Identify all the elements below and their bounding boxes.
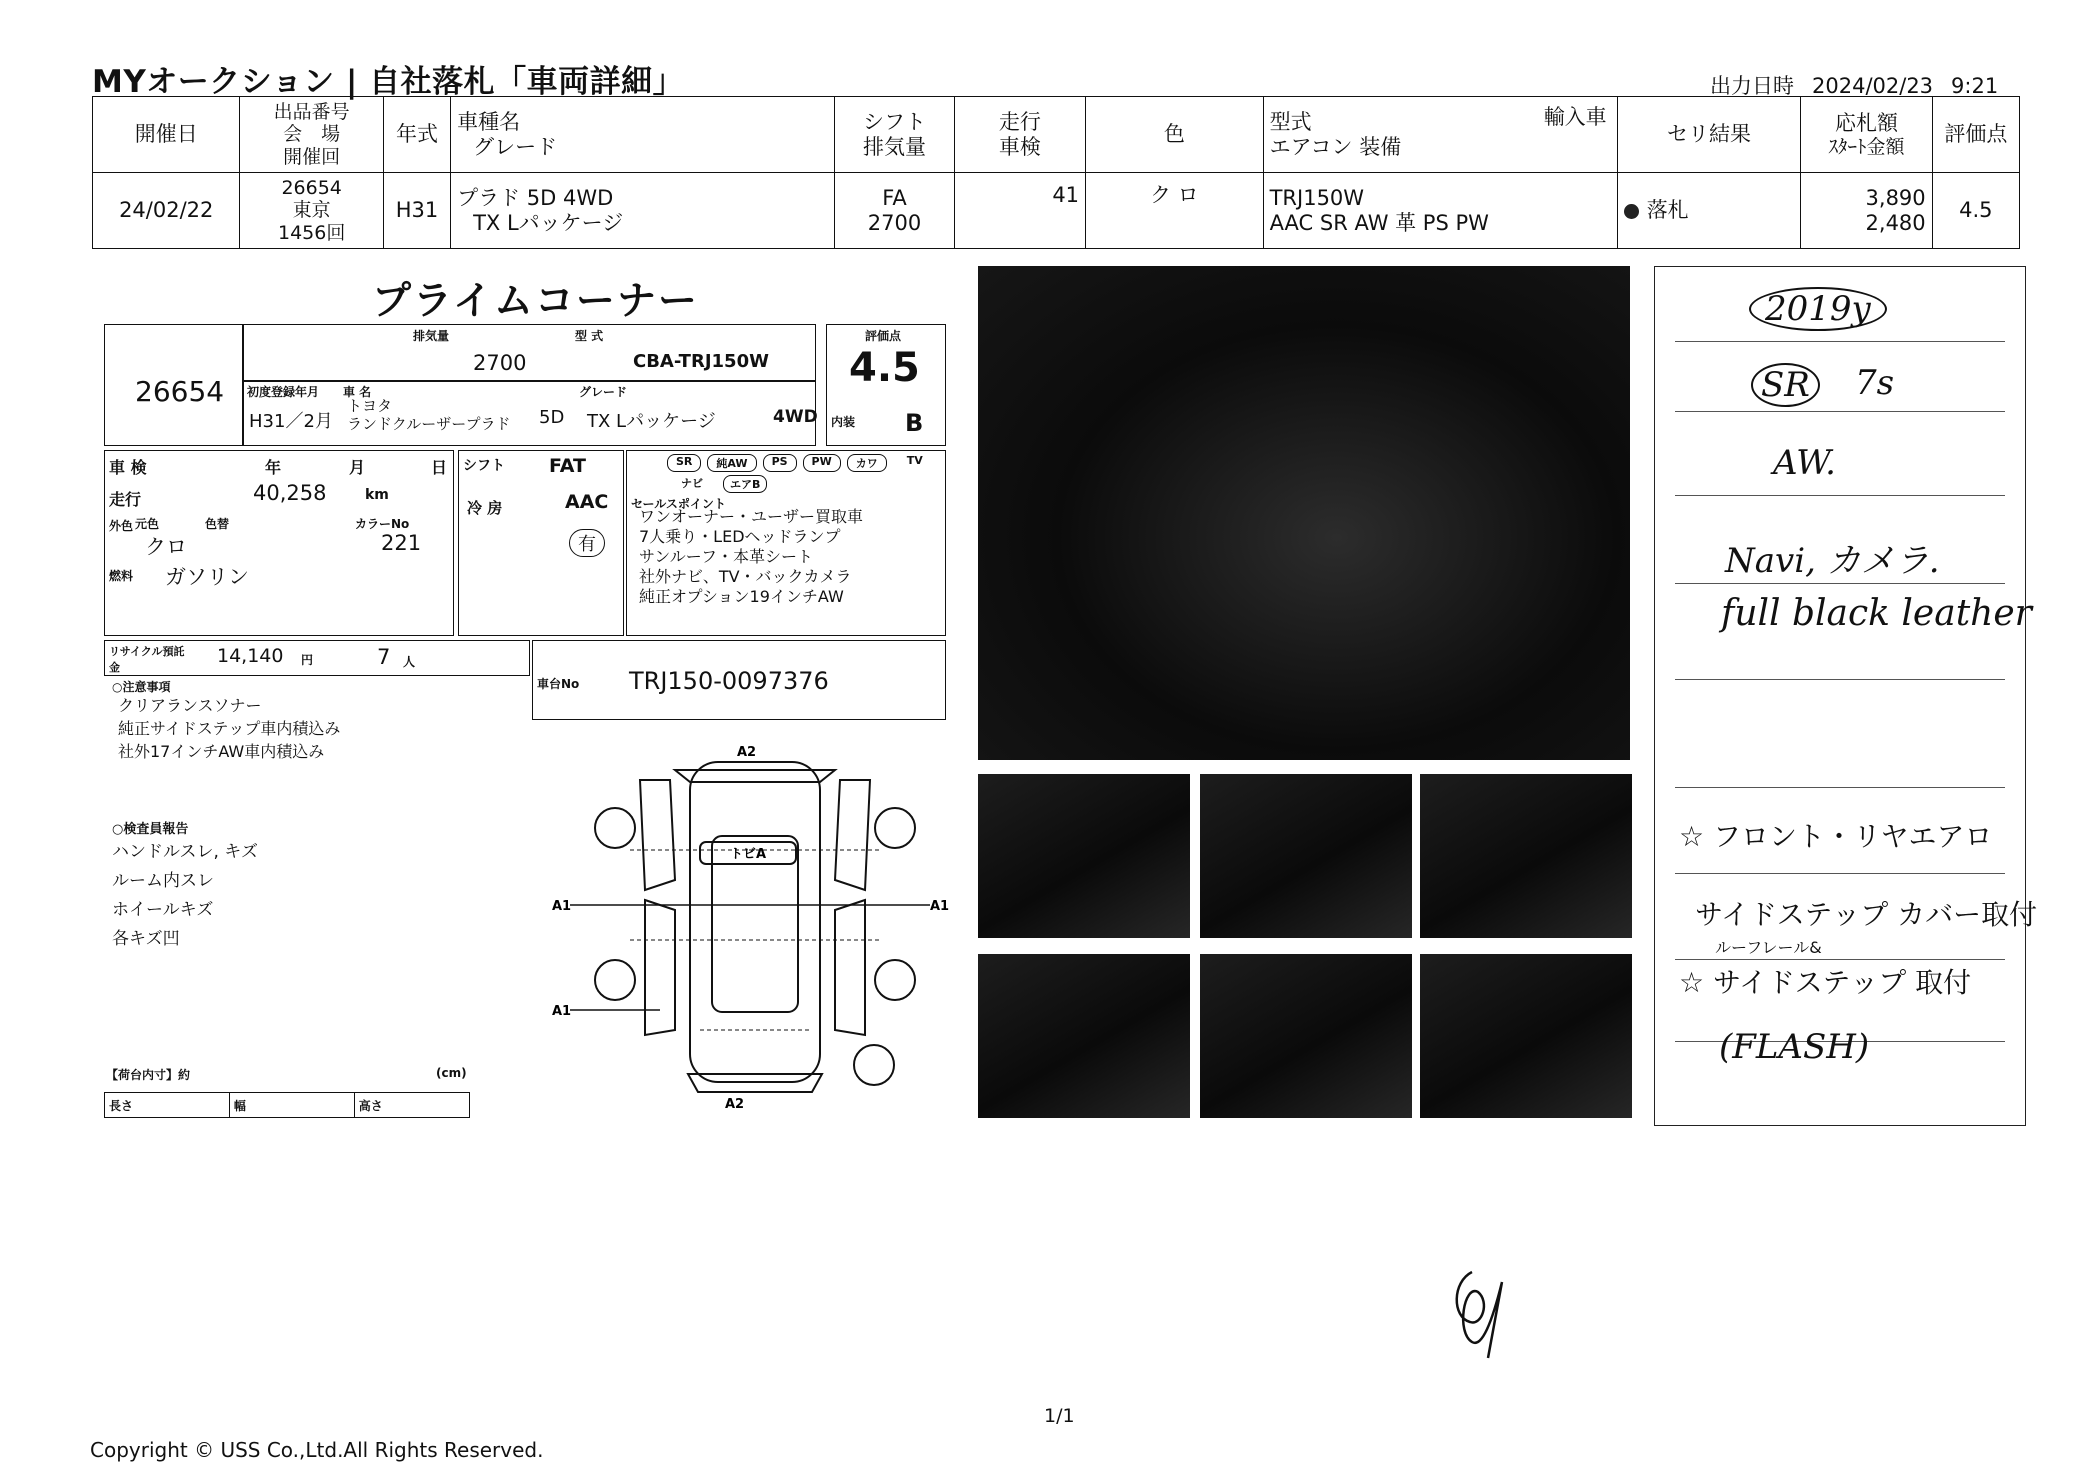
vehicle-photo-thumb[interactable] (978, 774, 1190, 938)
option-tv: TV (906, 454, 923, 467)
caution-list (118, 694, 340, 763)
chassis-box (532, 640, 946, 720)
right-rear-door (835, 900, 865, 1035)
sales-point: 社外ナビ、TV・バックカメラ (639, 567, 852, 586)
note-step: ☆ サイドステップ 取付 (1679, 966, 1972, 999)
note-rule (1675, 787, 2005, 788)
inspection-label: 車 検 (109, 458, 147, 477)
dim-unit: (cm) (436, 1066, 467, 1080)
spec-row-1 (242, 324, 816, 382)
col-mileage-2: 車検 (998, 134, 1041, 159)
note-seats: 7s (1855, 363, 1895, 403)
col-year: 年式 (383, 97, 450, 173)
sales-point: サンルーフ・本革シート (639, 547, 814, 566)
note-rule (1675, 495, 2005, 496)
car-body-outline (690, 762, 820, 1082)
col-score: 評価点 (1932, 97, 2019, 173)
wheel-rear-right (875, 960, 915, 1000)
main-vehicle-photo[interactable] (978, 266, 1630, 760)
row-score: 4.5 (1932, 173, 2019, 249)
row-result (1617, 173, 1801, 249)
score-label: 評価点 (865, 329, 902, 343)
col-model-2: グレード (473, 134, 558, 159)
inspector-item: ハンドルスレ, キズ (112, 842, 258, 862)
output-date: 2024/02/23 (1812, 74, 1934, 98)
left-front-door (640, 780, 675, 890)
sheet-warranty: 有 (569, 529, 605, 557)
sheet-capacity: 7 (377, 645, 391, 669)
sheet-first-reg: H31／2月 (249, 411, 333, 432)
col-shift (835, 97, 954, 173)
corner-title: プライムコーナー (372, 279, 699, 324)
color-sub-1: 元色 (135, 517, 160, 531)
note-year: 2019y (1749, 287, 1887, 331)
note-step-cover: サイドステップ カバー取付 (1695, 898, 2038, 931)
sheet-color-no: 221 (381, 531, 422, 555)
output-time: 9:21 (1951, 74, 1999, 98)
note-roof: ルーフレール& (1715, 938, 1822, 957)
note-rule (1675, 411, 2005, 412)
page-number: 1/1 (1044, 1405, 1075, 1427)
displacement-label: 排気量 (413, 329, 450, 343)
col-type (1263, 97, 1617, 173)
option-airbag: エアB (723, 475, 767, 493)
row-shift (835, 173, 954, 249)
vehicle-photo-thumb[interactable] (1200, 954, 1412, 1118)
vehicle-photo-thumb[interactable] (978, 954, 1190, 1118)
lot-box (104, 324, 244, 446)
color-no-label: カラーNo (355, 517, 410, 531)
vehicle-photo-thumb[interactable] (1420, 774, 1632, 938)
col-import: 輸入車 (1543, 105, 1607, 129)
type-label: 型 式 (575, 329, 604, 343)
mark-a2-bottom: A2 (725, 1097, 745, 1110)
row-mileage: 41 (954, 173, 1085, 249)
spec-row-2 (242, 380, 816, 446)
col-model (451, 97, 835, 173)
options-box (626, 450, 946, 636)
summary-data-row (93, 173, 2020, 249)
inspection-box (104, 450, 454, 636)
row-lot (240, 173, 383, 249)
score-box (826, 324, 946, 446)
col-type-2: エアコン 装備 (1269, 134, 1402, 159)
row-venue: 東京 (292, 199, 331, 222)
dim-width: 幅 (230, 1093, 355, 1117)
option-sr: SR (667, 454, 701, 472)
col-lot-1: 出品番号 (273, 100, 350, 123)
note-rule (1675, 583, 2005, 584)
row-lot-no: 26654 (281, 176, 342, 199)
note-flash: (FLASH) (1719, 1027, 1870, 1067)
dim-length: 長さ (105, 1093, 230, 1117)
row-year: H31 (383, 173, 450, 249)
note-aero: ☆ フロント・リヤエアロ (1679, 820, 1993, 853)
row-bid: 3,890 (1865, 185, 1926, 210)
sheet-doors: 5D (539, 407, 565, 428)
row-equipment: AAC SR AW 革 PS PW (1269, 210, 1489, 235)
car-front-bumper (675, 770, 835, 782)
sheet-color: クロ (145, 535, 187, 559)
dim-box (104, 1092, 470, 1118)
fuel-label: 燃料 (109, 569, 134, 583)
sheet-grade: TX Lパッケージ (587, 411, 716, 432)
row-grade: TX Lパッケージ (473, 210, 624, 235)
note-rule (1675, 959, 2005, 960)
sales-label: セールスポイント (631, 497, 726, 511)
col-price-1: 応札額 (1834, 110, 1898, 135)
right-front-door (835, 780, 870, 890)
sheet-score: 4.5 (849, 345, 920, 391)
col-shift-1: シフト (862, 109, 926, 134)
left-rear-door (645, 900, 675, 1035)
col-date: 開催日 (93, 97, 240, 173)
note-aw: AW. (1773, 443, 1836, 483)
caution-item: 純正サイドステップ車内積込み (118, 719, 341, 738)
wheel-front-left (595, 808, 635, 848)
chassis-label: 車台No (537, 677, 580, 691)
recycle-unit: 円 (301, 653, 314, 667)
inspection-year: 年 (265, 458, 282, 477)
row-model-name: プラド 5D 4WD (457, 185, 614, 210)
col-model-1: 車種名 (457, 109, 521, 134)
sales-point: ワンオーナー・ユーザー買取車 (639, 507, 864, 526)
col-price-2: ｽﾀｰﾄ金額 (1828, 135, 1905, 158)
row-shift-type: FA (882, 185, 907, 210)
sales-point: 純正オプション19インチAW (639, 587, 844, 606)
row-type-code: TRJ150W (1269, 185, 1365, 210)
option-pw: PW (803, 454, 841, 472)
mark-a2-top: A2 (737, 745, 757, 760)
sheet-ac: AAC (565, 491, 609, 513)
col-type-1: 型式 (1269, 109, 1312, 134)
sheet-type: CBA-TRJ150W (633, 351, 769, 372)
sheet-shift: FAT (549, 455, 586, 477)
note-leather: full black leather (1721, 593, 2032, 634)
signature-mark (1442, 1262, 1522, 1362)
inspection-month: 月 (349, 458, 366, 477)
inspector-item: 各キズ凹 (112, 929, 180, 949)
mark-roof: トビA (730, 847, 767, 862)
inspector-item: ルーム内スレ (112, 871, 214, 891)
ac-label: 冷 房 (467, 499, 503, 517)
color-sub-2: 色替 (205, 517, 230, 531)
sheet-displacement: 2700 (473, 351, 527, 375)
inspector-item: ホイールキズ (112, 900, 214, 920)
output-label: 出力日時 (1710, 74, 1794, 98)
row-displacement: 2700 (867, 210, 922, 235)
option-leather: カワ (847, 454, 887, 472)
row-color: ク ロ (1086, 173, 1264, 249)
note-rule (1675, 873, 2005, 874)
sheet-interior: B (905, 409, 924, 437)
maker-label: 車 名 (343, 385, 372, 399)
caution-item: 社外17インチAW車内積込み (118, 742, 325, 761)
note-sr: SR (1751, 363, 1820, 407)
option-ps: PS (763, 454, 797, 472)
caution-item: クリアランスソナー (118, 696, 262, 715)
col-lot (240, 97, 383, 173)
row-start: 2,480 (1865, 210, 1926, 235)
mileage-label: 走行 (109, 490, 142, 509)
col-price (1801, 97, 1932, 173)
inspector-list (112, 838, 258, 954)
shift-box (458, 450, 624, 636)
sheet-recycle: 14,140 (217, 645, 284, 667)
row-date: 24/02/22 (93, 173, 240, 249)
row-model (451, 173, 835, 249)
row-result-text: 落札 (1646, 198, 1689, 223)
wheel-front-right (875, 808, 915, 848)
row-price (1801, 173, 1932, 249)
col-shift-2: 排気量 (862, 134, 926, 159)
option-aw: 純AW (707, 454, 756, 472)
recycle-label: リサイクル預託金 (109, 645, 185, 674)
diagram-dashed-lines (630, 850, 880, 1030)
col-mileage-1: 走行 (998, 109, 1041, 134)
mark-a1-lower: A1 (552, 1004, 572, 1019)
vehicle-photo-thumb[interactable] (1420, 954, 1632, 1118)
page-title: MYオークション | 自社落札「車両詳細」 (92, 64, 685, 100)
sheet-chassis: TRJ150-0097376 (629, 667, 829, 695)
mileage-unit: km (365, 487, 389, 503)
sheet-car-name: ランドクルーザープラド (347, 415, 511, 433)
capacity-unit: 人 (403, 655, 416, 669)
col-lot-2: 会 場 (283, 123, 341, 146)
recycle-box (104, 640, 530, 676)
inspection-day: 日 (431, 458, 448, 477)
note-navi: Navi, カメラ. (1725, 541, 1940, 581)
col-lot-3: 開催回 (283, 145, 341, 168)
wheel-rear-left (595, 960, 635, 1000)
handwritten-notes-panel (1654, 266, 2038, 1126)
col-result: セリ結果 (1617, 97, 1801, 173)
note-rule (1675, 679, 2005, 680)
mark-a1-left: A1 (552, 899, 572, 914)
car-cabin (712, 836, 798, 1012)
first-reg-label: 初度登録年月 (247, 385, 320, 399)
shift-label: シフト (463, 458, 505, 474)
sheet-fuel: ガソリン (165, 565, 249, 589)
mark-a1-right: A1 (930, 899, 950, 914)
note-rule (1675, 341, 2005, 342)
sheet-maker: トヨタ (347, 397, 393, 415)
vehicle-photo-thumb[interactable] (1200, 774, 1412, 938)
sales-points (639, 507, 863, 607)
car-damage-diagram (550, 740, 950, 1110)
sales-point: 7人乗り・LEDヘッドランプ (639, 527, 841, 546)
summary-table (92, 96, 2020, 249)
option-navi: ナビ (681, 477, 703, 490)
caution-label: ○注意事項 (112, 680, 171, 694)
sheet-lot-no: 26654 (135, 375, 225, 408)
copyright: Copyright © USS Co.,Ltd.All Rights Reserved. (90, 1438, 544, 1462)
row-type (1263, 173, 1617, 249)
options-list (667, 454, 941, 493)
col-color: 色 (1086, 97, 1264, 173)
spare-wheel (854, 1045, 894, 1085)
color-label: 外色 (109, 519, 134, 533)
inspector-label: ○検査員報告 (112, 822, 189, 837)
result-dot-icon (1624, 204, 1639, 219)
grade-label: グレード (579, 385, 628, 399)
dim-label: 【荷台内寸】約 (106, 1068, 191, 1082)
summary-header-row (93, 97, 2020, 173)
interior-label: 内装 (831, 415, 856, 429)
sheet-mileage: 40,258 (253, 481, 327, 505)
row-session: 1456回 (277, 221, 346, 244)
col-mileage (954, 97, 1085, 173)
dim-height: 高さ (358, 1099, 383, 1113)
sheet-drive: 4WD (773, 407, 818, 427)
